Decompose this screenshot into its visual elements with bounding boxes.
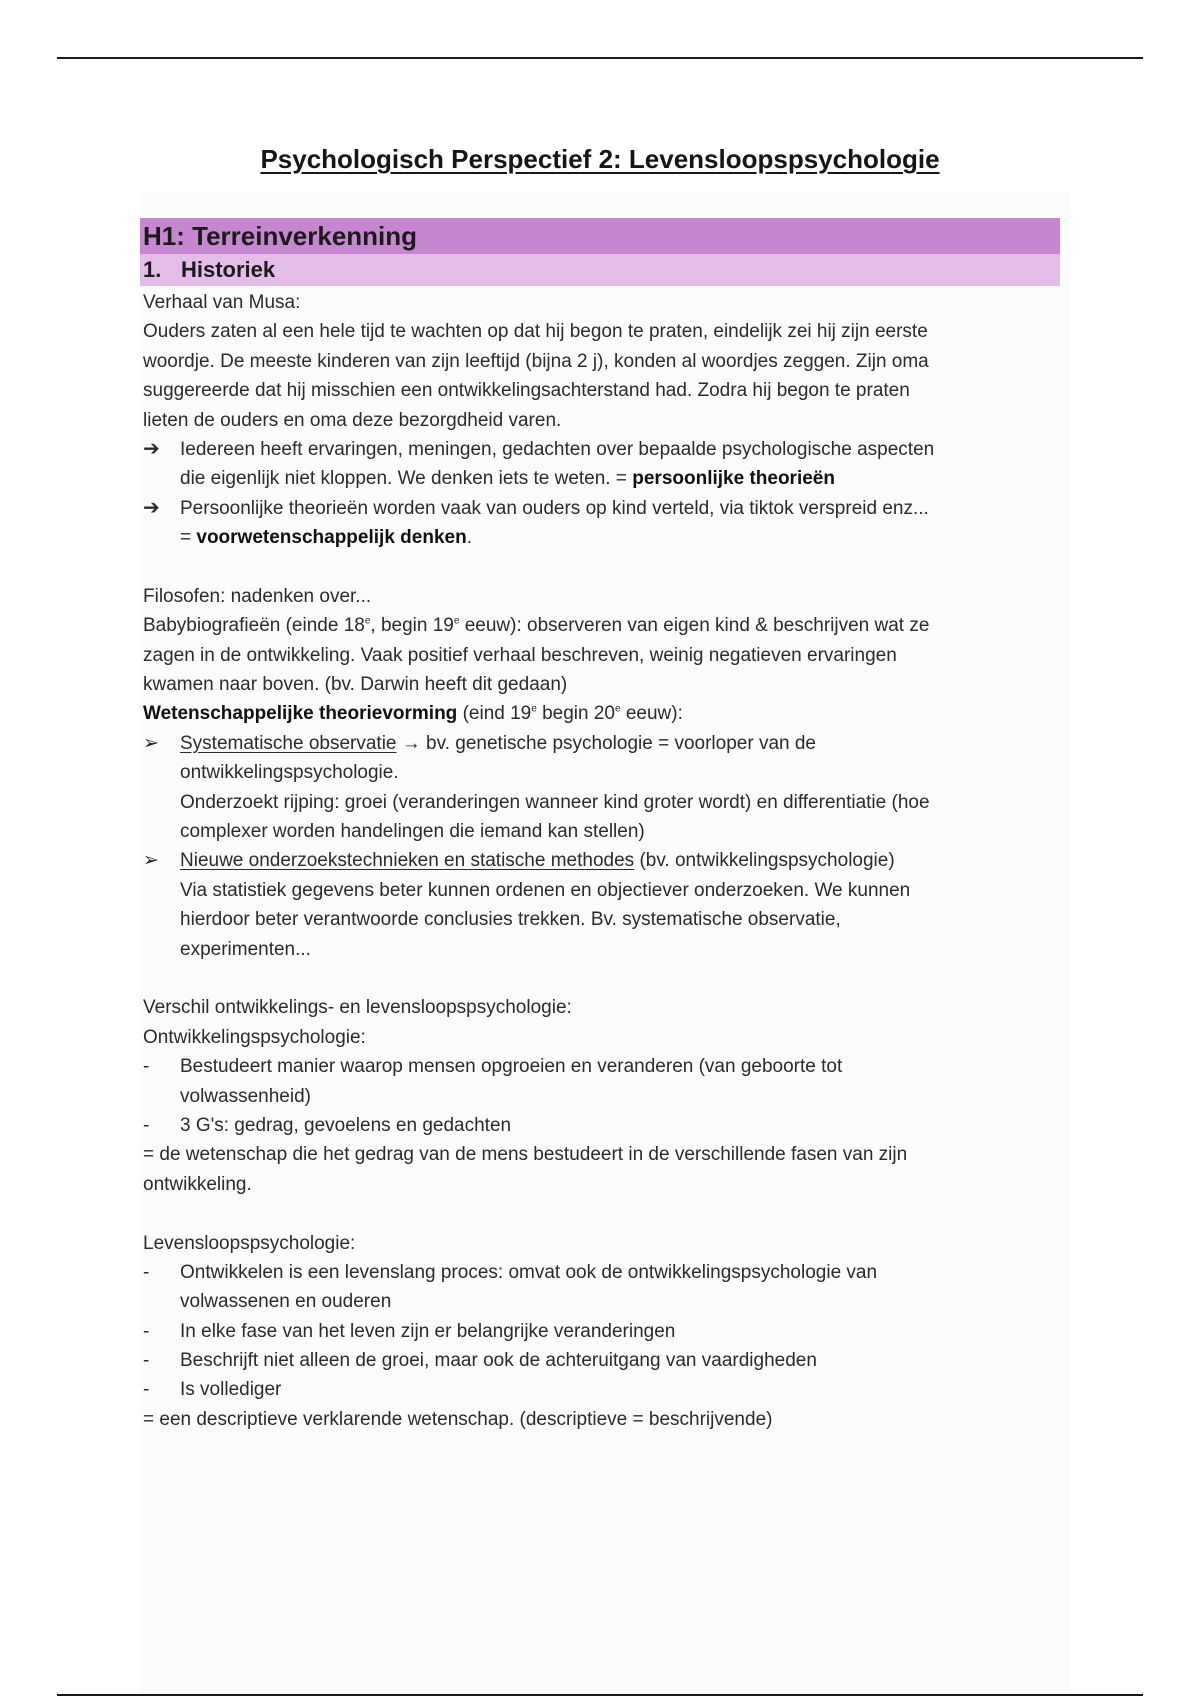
bullet-text: Is vollediger — [180, 1379, 282, 1401]
bottom-rule — [57, 1694, 1143, 1696]
dash-bullet-icon: - — [143, 1320, 150, 1342]
verschil-heading: Verschil ontwikkelings- en levensloopspsychologie: — [143, 997, 572, 1019]
bullet-continuation: hierdoor beter verantwoorde conclusies trekken. Bv. systematische observatie, — [180, 909, 841, 931]
arrow-right-icon: ➔ — [143, 496, 160, 519]
dash-bullet-icon: - — [143, 1056, 150, 1078]
spacer — [143, 964, 1043, 993]
dash-bullet-item — [143, 1111, 1043, 1140]
bullet-continuation: Onderzoekt rijping: groei (veranderingen wanneer kind groter wordt) en differentiatie (hoe — [180, 791, 930, 813]
superscript: e — [531, 704, 537, 716]
paragraph-line: lieten de ouders en oma deze bezorgdheid varen. — [143, 409, 562, 431]
triangle-bullet-item — [143, 729, 1043, 758]
levensloop-heading: Levensloopspsychologie: — [143, 1232, 356, 1254]
key-term: Wetenschappelijke theorievorming — [143, 703, 458, 725]
definition-line: = een descriptieve verklarende wetenschap. (descriptieve = beschrijvende) — [143, 1408, 773, 1430]
triangle-bullet-item — [143, 846, 1043, 875]
definition-line: ontwikkeling. — [143, 1173, 252, 1195]
musa-intro: Verhaal van Musa: — [143, 292, 301, 313]
bullet-continuation — [143, 464, 1043, 493]
text-run: , begin 19 — [370, 615, 454, 637]
dash-bullet-item — [143, 1258, 1043, 1287]
document-title: Psychologisch Perspectief 2: Levensloopspsychologie — [260, 144, 940, 174]
bullet-continuation: Via statistiek gegevens beter kunnen ordenen en objectiever onderzoeken. We kunnen — [180, 879, 911, 901]
bullet-text: Bestudeert manier waarop mensen opgroeien en veranderen (van geboorte tot — [180, 1056, 843, 1078]
paragraph-line: suggereerde dat hij misschien een ontwikkelingsachterstand had. Zodra hij begon te praten — [143, 380, 910, 402]
superscript: e — [453, 615, 460, 627]
underlined-term: Systematische observatie — [180, 732, 397, 754]
text-run: eeuw): observeren van eigen kind & beschrijven wat ze — [459, 615, 930, 637]
bullet-continuation: complexer worden handelingen die iemand kan stellen) — [180, 821, 645, 843]
definition-line: = de wetenschap die het gedrag van de mens bestudeert in de verschillende fasen van zijn — [143, 1144, 908, 1166]
bullet-text: = — [180, 527, 197, 549]
bullet-continuation: volwassenheid) — [180, 1085, 311, 1107]
paragraph-line — [143, 611, 1043, 640]
underlined-term: Nieuwe onderzoekstechnieken en statische methodes — [180, 850, 635, 872]
triangle-bullet-icon: ➢ — [143, 850, 159, 872]
text-run: eeuw): — [620, 703, 683, 725]
paragraph-line: Ouders zaten al een hele tijd te wachten op dat hij begon te praten, eindelijk zei hij zijn eerste — [143, 321, 928, 343]
bullet-continuation: ontwikkelingspsychologie. — [180, 762, 399, 784]
paragraph-line: woordje. De meeste kinderen van zijn leeftijd (bijna 2 j), konden al woordjes zeggen. Zijn oma — [143, 350, 929, 372]
paragraph-line: zagen in de ontwikkeling. Vaak positief verhaal beschreven, weinig negatieven ervaringen — [143, 644, 897, 666]
text-run: (eind 19 — [457, 703, 532, 725]
bullet-text: die eigenlijk niet kloppen. We denken iets te weten. = — [180, 468, 633, 490]
bullet-continuation: experimenten... — [180, 938, 311, 960]
ontwikkeling-heading: Ontwikkelingspsychologie: — [143, 1026, 366, 1048]
triangle-bullet-icon: ➢ — [143, 732, 159, 754]
text-run: Babybiografieën (einde 18 — [143, 615, 365, 637]
chapter-heading-text: H1: Terreinverkenning — [143, 221, 418, 251]
spacer — [143, 1199, 1043, 1228]
bullet-continuation — [143, 523, 1043, 552]
bullet-text: 3 G's: gedrag, gevoelens en gedachten — [180, 1114, 512, 1136]
section-heading — [140, 254, 1060, 286]
bullet-text: Iedereen heeft ervaringen, meningen, gedachten over bepaalde psychologische aspecten — [180, 438, 935, 460]
top-rule — [57, 57, 1143, 59]
dash-bullet-item — [143, 1317, 1043, 1346]
bullet-text: Ontwikkelen is een levenslang proces: omvat ook de ontwikkelingspsychologie van — [180, 1261, 878, 1283]
dash-bullet-icon: - — [143, 1114, 150, 1136]
chapter-heading — [140, 218, 1060, 254]
bullet-text: (bv. ontwikkelingspsychologie) — [634, 850, 895, 872]
dash-bullet-icon: - — [143, 1350, 150, 1372]
bullet-text: . — [466, 527, 472, 549]
bullet-text: Persoonlijke theorieën worden vaak van ouders op kind verteld, via tiktok verspreid enz... — [180, 497, 929, 519]
arrow-right-icon: ➔ — [143, 437, 160, 460]
dash-bullet-icon: - — [143, 1379, 150, 1401]
arrow-bullet-item — [143, 435, 1043, 464]
bullet-text: In elke fase van het leven zijn er belangrijke veranderingen — [180, 1320, 676, 1342]
bullet-continuation: volwassenen en ouderen — [180, 1291, 392, 1313]
key-term: voorwetenschappelijk denken — [196, 527, 467, 549]
paragraph-line: kwamen naar boven. (bv. Darwin heeft dit gedaan) — [143, 674, 568, 696]
arrow-bullet-item — [143, 494, 1043, 523]
wetenschap-heading — [143, 699, 1043, 728]
bullet-text: Beschrijft niet alleen de groei, maar ook de achteruitgang van vaardigheden — [180, 1350, 817, 1372]
bullet-text: → bv. genetische psychologie = voorloper van de — [396, 732, 816, 754]
section-number: 1. — [143, 257, 162, 282]
spacer — [143, 553, 1043, 582]
page-content — [140, 192, 1070, 1692]
document-body — [143, 288, 1043, 1434]
filosofen-line: Filosofen: nadenken over... — [143, 585, 372, 607]
dash-bullet-icon: - — [143, 1261, 150, 1283]
dash-bullet-item — [143, 1346, 1043, 1375]
superscript: e — [615, 704, 621, 716]
text-run: begin 20 — [536, 703, 615, 725]
section-title: Historiek — [181, 257, 276, 282]
dash-bullet-item — [143, 1375, 1043, 1404]
superscript: e — [364, 615, 371, 627]
dash-bullet-item — [143, 1052, 1043, 1081]
key-term: persoonlijke theorieën — [632, 468, 835, 490]
